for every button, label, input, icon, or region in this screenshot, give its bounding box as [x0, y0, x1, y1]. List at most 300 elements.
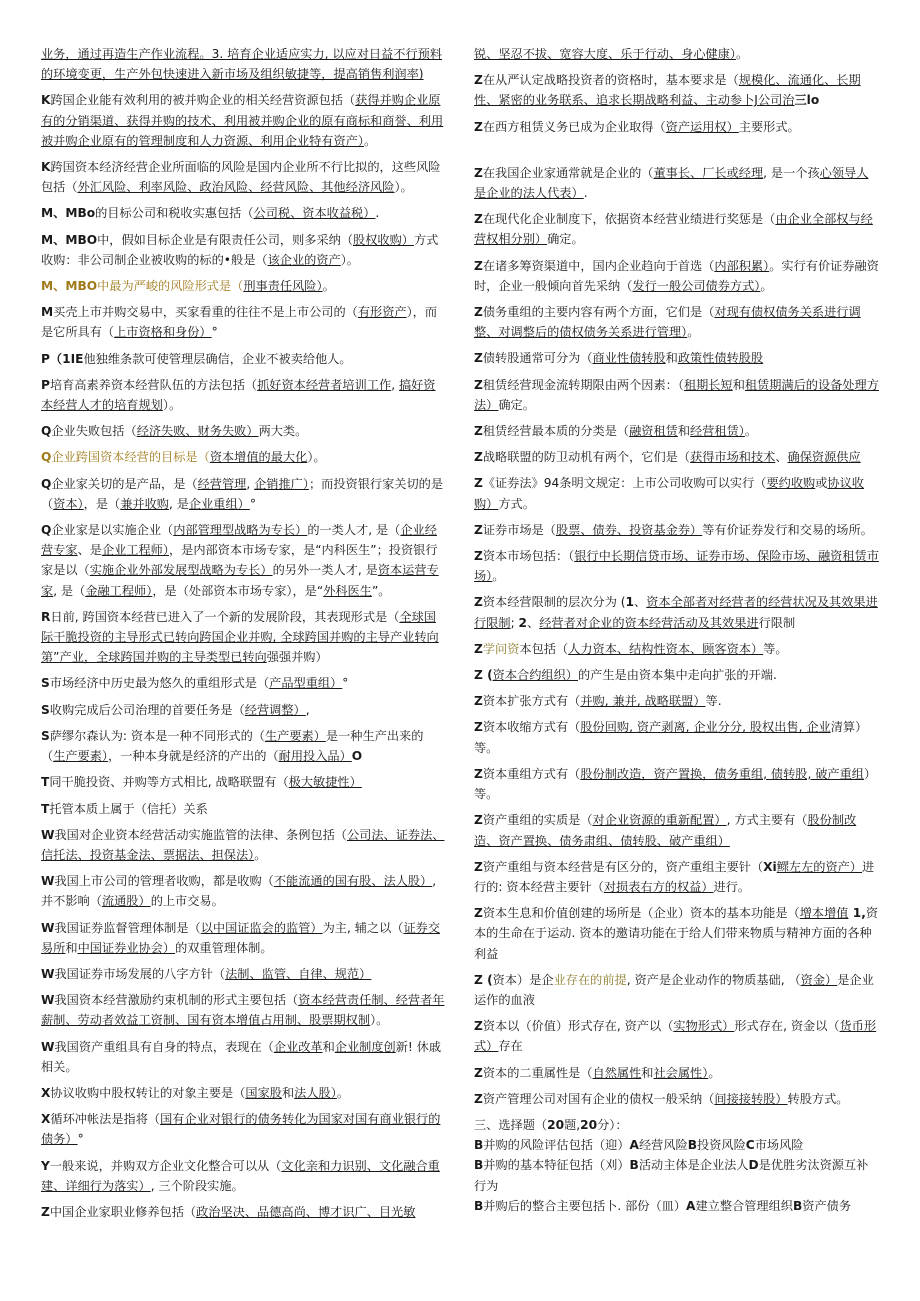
study-entry [474, 302, 879, 342]
entry-text: 培育高素养资本经营队伍的方法包括（ [49, 377, 258, 392]
entry-text: 萨缪尔森认为: 资本是一种不同形式的（ [49, 728, 265, 743]
answer-text: 实施企业外部发展型战略为专长） [89, 563, 273, 578]
entry-text: , 并不影响（ [41, 874, 437, 909]
answer-text: 国家股 [245, 1085, 282, 1100]
entry-key: Z [474, 549, 483, 564]
study-entry [474, 520, 879, 540]
answer-text: 社会属性） [653, 1065, 709, 1080]
entry-key: Z [474, 73, 483, 88]
entry-text: 资本的二重属性是（ [482, 1065, 593, 1080]
entry-text: 我国资本经营激励约束机制的形式主要包括（ [54, 993, 299, 1008]
answer-text: 经营者对企业的资本经营活动及其效果进 [539, 615, 759, 630]
answer-text: 业务，通过再造生产作业流程。3. 培育企业适应实力, 以应对日益不行预料的环境变更，生产外包快速进入新市场及组织敏捷等，提高销售利润率) [41, 47, 443, 82]
entry-key: Z [474, 119, 483, 134]
entry-key: P [41, 377, 50, 392]
entry-text: 和 [322, 1039, 335, 1054]
answer-text: 货币形式） [474, 1019, 877, 1054]
entry-key: Z [474, 1091, 483, 1106]
answer-text: 间接接转股） [714, 1091, 788, 1106]
entry-text: 《证券法》94条明文规定：上市公司收购可以实行（ [482, 476, 767, 491]
entry-text: 资本重组方式有（ [482, 766, 581, 781]
entry-text: 的上市交易。 [150, 894, 224, 909]
entry-text: 的一类人才, 是（ [307, 523, 401, 538]
entry-key: B [792, 1198, 803, 1213]
entry-key: Z [474, 212, 483, 227]
answer-text: 政治坚决、品德高尚、博才识广、目光敏 [196, 1204, 416, 1219]
answer-text: 资产运用权） [665, 119, 739, 134]
entry-key: B [687, 1138, 698, 1153]
study-entry [41, 447, 446, 467]
entry-text: 债转股通常可分为（ [482, 351, 593, 366]
entry-text: 确定。 [547, 232, 584, 247]
entry-text: 等有价证券发行和交易的场所。 [702, 522, 873, 537]
entry-key: T [41, 775, 50, 790]
entry-text: 债务重组的主要内容有两个方面，它们是（ [482, 305, 715, 320]
entry-text: 循环冲帐法是指将（ [50, 1112, 161, 1127]
study-entry [41, 726, 446, 766]
study-entry [41, 302, 446, 342]
entry-text: 在现代化企业制度下，依据资本经营业绩进行奖惩是（ [482, 212, 776, 227]
entry-text: ）等。 [474, 766, 877, 802]
answer-text: 资本增值的最大化 [209, 450, 308, 465]
entry-text: 资本收缩方式有（ [482, 720, 581, 735]
entry-text: 在诸多筹资渠道中，国内企业趋向于首选（ [482, 258, 715, 273]
entry-key: Xi [763, 859, 777, 874]
entry-text: 和 [281, 1085, 295, 1100]
entry-key: O [351, 749, 363, 764]
entry-text: 市场经济中历史最为悠久的重组形式是（ [49, 676, 270, 691]
answer-text: 要约收购 [766, 476, 816, 491]
entry-text: 收购完成后公司治理的首要任务是（ [49, 702, 245, 717]
entry-text: 资产管理公司对国有企业的债权一般采纳（ [482, 1091, 715, 1106]
study-entry [41, 375, 446, 415]
entry-key: M、MBo [41, 206, 96, 221]
study-entry [41, 1156, 446, 1196]
study-entry [474, 70, 879, 110]
entry-text: 一般来说，并购双方企业文化整合可以从（ [49, 1158, 282, 1173]
study-entry [41, 799, 446, 819]
entry-key: Z [474, 165, 483, 180]
study-entry [41, 474, 446, 514]
entry-text: 和 [677, 424, 691, 439]
answer-text: 极大敏捷性） [288, 775, 362, 790]
answer-text: 鳏左左的资产） [776, 859, 863, 874]
answer-text: 上市资格和身份） [114, 325, 212, 340]
entry-key: A [686, 1198, 696, 1213]
entry-key: B [474, 1138, 484, 1153]
entry-text: 日前, 跨国资本经营已进入了一个新的发展阶段，其表现形式是（ [50, 609, 400, 624]
answer-text: 文化亲和力识别、文化融合重建、详细行为落实） [41, 1158, 440, 1193]
answer-text: 企业工程师） [101, 543, 169, 558]
study-entry [41, 825, 446, 865]
entry-text: 资本市场包括：（ [482, 549, 575, 564]
study-entry [41, 1083, 446, 1103]
answer-text: 法人股） [294, 1085, 337, 1100]
entry-text: 资本）是企 [492, 972, 554, 987]
answer-text: 锐、坚忍不拔、宽容大度、乐于行动、身心健康） [474, 47, 737, 61]
entry-text: 方式收购：非公司制企业被收购的标的•般是（ [41, 232, 439, 267]
entry-text: . [583, 186, 588, 201]
answer-text: 经济失败、财务失败） [136, 424, 259, 439]
answer-text: 法制、监管、自律、规范） [225, 966, 372, 981]
entry-text: 的另外一类人才, 是 [272, 563, 378, 578]
entry-text: 中最为严峻的风险形式是（ [97, 279, 244, 294]
entry-text: 中国企业家职业修养包括（ [49, 1204, 197, 1219]
answer-text: 抓好资本经营者培训工作 [257, 377, 392, 392]
entry-text: 资产重组的实质是（ [482, 813, 593, 828]
entry-text: , [305, 702, 310, 717]
answer-text: 搞好资本经营人才的培育规划 [41, 377, 436, 413]
entry-text: 买壳上市并购交易中，买家看重的往往不是上市公司的（ [53, 305, 358, 320]
answer-text: 股份制改造，资产置换，债务重组, 债转股, 破产重组 [580, 766, 864, 781]
study-entry [41, 1037, 446, 1077]
study-entry [41, 1202, 446, 1222]
entry-text: 、是 [77, 543, 102, 558]
entry-text: ）。 [340, 252, 359, 267]
entry-text: 的目标公司和税收实惠包括（ [95, 206, 254, 221]
answer-text: 实物形式） [673, 1019, 735, 1034]
answer-text: 资金） [800, 972, 838, 987]
entry-key: 1 [625, 595, 635, 610]
entry-key: W [41, 1039, 55, 1054]
entry-key: 2 [518, 615, 528, 630]
right-column [474, 44, 879, 1216]
study-entry [474, 717, 879, 757]
answer-text: 全球国际干脆投资的主导形式已转向跨国企业并购, 全球跨国并购的主导产业转向第”产业，全球跨国并购的主导类型已转向 [41, 609, 439, 665]
entry-text: 。 [736, 47, 749, 61]
answer-text: 获得并购企业原有的分销渠道、获得并购的技术、利用被并购企业的原有商标和商誉、利用被并购企业原有的管理制度和人力资源、利用企业特有资产） [41, 93, 444, 148]
answer-text: 人力资本、结构性资本、顾客资本） [568, 641, 764, 656]
entry-text: 。 [708, 1065, 721, 1080]
entry-key: Z ( [474, 972, 493, 987]
entry-text: 形式存在, 资金以（ [734, 1019, 840, 1034]
entry-text: 新! 休戚相关。 [41, 1039, 442, 1074]
entry-text: 企业失败包括（ [51, 424, 137, 439]
entry-key: Y [41, 1158, 50, 1173]
entry-text: 我国对企业资本经营活动实施监管的法律、条例包括（ [54, 827, 347, 842]
entry-key: Z ( [474, 668, 493, 683]
study-entry [474, 546, 879, 586]
entry-text: 是一种生产出来的（ [41, 728, 424, 764]
entry-key: W [41, 966, 55, 981]
study-entry [41, 772, 446, 792]
study-entry [474, 1089, 879, 1109]
study-entry [41, 607, 446, 668]
entry-text: 。实行有价证券融资时，企业一般倾向首先采纳（ [474, 258, 879, 293]
study-entry [474, 691, 879, 711]
entry-key: Z [474, 424, 483, 439]
entry-key: S [41, 676, 50, 691]
entry-text: ° [342, 676, 349, 691]
entry-text: 为主, 辅之以（ [322, 920, 404, 935]
answer-text: 国有企业对银行的债务转化为国家对国有商业银行的债务） [41, 1112, 441, 1147]
entry-text: 本包括（ [519, 641, 569, 656]
entry-text: 资本经营限制的层次分为 ( [482, 595, 626, 610]
answer-text: 以中国证监会的监管） [200, 920, 323, 935]
answer-text: 企业经营专家 [41, 523, 437, 558]
entry-text: 他独维条款可使管理层确信，企业不被卖给他人。 [83, 351, 352, 366]
answer-text: 股份回购, 资产剥离, 企业分分, 股权出售, 企业 [580, 720, 831, 735]
entry-text: 和 [641, 1065, 654, 1080]
answer-text: 资本全部者对经营者的经营状况及其效果进行限制 [474, 595, 878, 630]
entry-text: 协议收购中股权转让的对象主要是（ [50, 1085, 246, 1100]
answer-text: 对损表右方的权益） [603, 879, 714, 894]
study-entry [474, 348, 879, 368]
entry-text: 经营风险 [638, 1138, 688, 1153]
entry-key: X [41, 1112, 51, 1127]
entry-key: Z [474, 476, 483, 491]
answer-text: 兼并收购 [120, 496, 169, 511]
study-entry [474, 1155, 879, 1195]
entry-text: ° [211, 325, 218, 340]
entry-text: 并购后的整合主要包括卜. 部份（皿） [483, 1198, 687, 1213]
entry-text: 的产生是由资本集中走向扩张的开端. [577, 668, 777, 683]
answer-text: 融资租赁 [629, 424, 678, 439]
entry-text: ）。 [162, 398, 182, 413]
entry-key: W [41, 920, 55, 935]
study-entry [474, 256, 879, 296]
entry-text: 。 [760, 278, 773, 293]
study-entry [474, 1196, 879, 1216]
entry-key: 1, [848, 906, 866, 921]
entry-key: Z [474, 258, 483, 273]
entry-key: Z [474, 720, 483, 735]
answer-text: 租赁期满后的设备处理方法） [474, 377, 879, 412]
entry-text: ; [510, 615, 519, 630]
study-entry [41, 421, 446, 441]
study-entry [41, 990, 446, 1030]
entry-key: Z [474, 694, 483, 709]
answer-text: 政策性债转股股 [677, 351, 764, 366]
study-entry [474, 592, 879, 632]
study-entry [474, 209, 879, 249]
entry-text: , [246, 476, 255, 491]
entry-text: ）。 [307, 450, 326, 465]
entry-text: 战略联盟的防卫动机有两个，它们是（ [482, 450, 691, 465]
answer-text: 对现有债权债务关系进行调整、对调整后的债权债务关系进行管理） [474, 305, 861, 340]
entry-text: 投资风险 [697, 1138, 746, 1153]
study-entry [41, 230, 446, 270]
entry-text: 资本生息和价值创建的场所是（企业）资本的基本功能是（ [482, 906, 800, 921]
entry-text: 中，假如目标企业是有限责任公司，则多采纳（ [97, 232, 354, 247]
answer-text: 企业改革 [273, 1039, 323, 1054]
entry-key: W [41, 993, 55, 1008]
entry-text: ；而投资银行家关切的是（ [41, 476, 444, 511]
entry-text: 主要形式。 [738, 119, 800, 134]
entry-key: M [41, 305, 54, 320]
answer-text: 外汇风险、利率风险、政治风险、经营风险、其他经济风险 [77, 180, 395, 195]
entry-key: Z [474, 377, 483, 392]
answer-text: 协议收购） [474, 476, 864, 511]
study-entry [474, 44, 879, 64]
study-entry [41, 1109, 446, 1149]
entry-key: Z [474, 595, 483, 610]
study-entry [41, 520, 446, 601]
answer-text: 外科医生 [323, 583, 372, 598]
entry-text: , 是（ [53, 583, 86, 598]
entry-text: 。 [687, 325, 700, 340]
entry-text: 。 [336, 1085, 349, 1100]
answer-text: 刑事责任风险） [243, 279, 323, 294]
study-entry [474, 857, 879, 897]
study-entry [474, 375, 879, 415]
study-entry [41, 276, 446, 296]
entry-key: K [41, 160, 51, 175]
entry-key: S [41, 702, 50, 717]
answer-text: 资本运营专家 [41, 563, 439, 598]
entry-text: 进行的: 资本经营主要针（ [474, 859, 875, 894]
study-entry [474, 970, 879, 1010]
answer-text: 增本增值 [799, 906, 849, 921]
entry-key: Z [474, 1019, 483, 1034]
entry-key: Z [474, 1065, 483, 1080]
answer-text: 股票、债券、投资基金券） [555, 522, 703, 537]
study-entry [41, 203, 446, 223]
entry-text: 强强并购） [266, 650, 328, 665]
entry-key: Z [474, 351, 483, 366]
entry-text: 业存在的前提 [553, 972, 627, 987]
entry-text: 资产债务 [802, 1198, 852, 1213]
entry-text: 和 [65, 940, 78, 955]
answer-text: 产品型重组） [269, 676, 343, 691]
study-entry [474, 1063, 879, 1083]
answer-text: 资本） [53, 496, 84, 511]
left-column [41, 44, 446, 1228]
entry-key: Z [474, 450, 483, 465]
entry-key: Q [41, 523, 52, 538]
answer-text: 心领导人是企业的法人代表） [474, 165, 869, 201]
answer-text: 内部管理型战略为专长） [173, 523, 308, 538]
study-entry [474, 163, 879, 203]
answer-text: 证券交易所 [41, 920, 441, 955]
entry-text: ）。 [370, 1013, 389, 1028]
entry-text: 学问资 [482, 641, 520, 656]
entry-text: 企业家是以实施企业（ [51, 523, 174, 538]
entry-key: A [629, 1138, 639, 1153]
study-entry [474, 810, 879, 850]
entry-key: Z [474, 906, 483, 921]
entry-text: 两大类。 [258, 424, 308, 439]
entry-text: ，是（ [83, 496, 121, 511]
entry-text: 活动主体是企业法人 [638, 1158, 749, 1173]
study-entry [474, 421, 879, 441]
study-entry [41, 90, 446, 151]
answer-text: 公司法、证券法、信托法、投资基金法、票据法、担保法） [41, 827, 445, 862]
answer-text: 生产要素） [53, 749, 109, 764]
entry-text: ° [249, 496, 256, 511]
answer-text: 获得市场和技术 [690, 450, 776, 465]
entry-key: D [748, 1158, 759, 1173]
answer-text: 确保资源供应 [787, 450, 861, 465]
entry-text: ），而是它所具有（ [41, 305, 438, 340]
entry-text: 在我国企业家通常就是企业的（ [482, 165, 654, 180]
entry-key: 20 [580, 1117, 598, 1132]
study-entry [474, 665, 879, 685]
entry-text: 资本的生命在于运动. 资本的邀请功能在于给人们带来物质与精神方面的各种利益 [474, 906, 879, 961]
entry-key: Z [41, 1204, 50, 1219]
entry-text: 我国证券市场发展的八字方针（ [54, 966, 226, 981]
answer-text: 公司税、资本收益税） [253, 206, 376, 221]
entry-key: 三lo [794, 93, 820, 108]
answer-text: 不能流通的国有股、法人股） [273, 874, 433, 889]
entry-key: Z [474, 305, 483, 320]
answer-text: 银行中长期信贷市场、证券市场、保险市场、融资租赁市场） [474, 549, 879, 584]
entry-text: 三、选择题（ [474, 1117, 548, 1132]
entry-text: 存在 [498, 1039, 523, 1054]
study-entry [41, 700, 446, 720]
entry-text: , 方式主要有（ [726, 813, 808, 828]
entry-text: 。 [363, 133, 377, 148]
study-entry [474, 473, 879, 513]
entry-key: T [41, 801, 50, 816]
entry-key: K [41, 93, 51, 108]
entry-text: 我国资产重组具有自身的特点，表现在（ [54, 1039, 274, 1054]
entry-text: , [391, 377, 399, 392]
entry-text: 企业家关切的是产品，是（ [51, 476, 198, 491]
entry-text: 的双重管理体制。 [175, 940, 273, 955]
entry-text: 转股方式。 [787, 1091, 849, 1106]
answer-text: 经营调整） [244, 702, 306, 717]
study-entry [474, 1135, 879, 1155]
study-entry [474, 903, 879, 964]
entry-text: 租赁经营最本质的分类是（ [482, 424, 630, 439]
entry-text: 、 [775, 450, 788, 465]
answer-text: 经营租赁） [690, 424, 745, 439]
entry-key: W [41, 874, 55, 889]
entry-text: 在从严认定战略投资者的资格时，基本要求是（ [482, 73, 739, 88]
entry-text: 同干脆投资、并购等方式相比, 战略联盟有（ [49, 775, 289, 790]
answer-text: 金融工程师） [85, 583, 153, 598]
entry-text: , 资产是企业动作的物质基础, （ [626, 972, 801, 987]
answer-text: 董事长、厂长或经理 [653, 165, 764, 180]
study-entry [41, 673, 446, 693]
entry-key: Z [474, 859, 483, 874]
answer-text: 由企业全部权与经营权相分别） [474, 212, 873, 247]
entry-text: 我国证券监督管理体制是（ [54, 920, 201, 935]
entry-text: 租赁经营现金流转期限由两个因素：（ [482, 377, 684, 392]
answer-text: 耐用投入品） [278, 749, 352, 764]
entry-key: C [745, 1138, 755, 1153]
study-entry [474, 1115, 879, 1135]
answer-text: 中国证券业协会） [77, 940, 176, 955]
study-entry [41, 918, 446, 958]
entry-key: W [41, 827, 55, 842]
entry-text: ，是内部资本市场专家，是“内科医生”；投资银行家是以（ [41, 543, 438, 578]
entry-key: M、MBO [41, 279, 98, 294]
entry-text: , 是一个孩 [763, 165, 820, 180]
entry-text: 证券市场是（ [482, 522, 556, 537]
answer-text: 资本经营责任制、经营者年薪制、劳动者效益工资制、国有资本增值占用制、股票期权制 [41, 993, 445, 1028]
entry-text: 、 [527, 615, 540, 630]
answer-text: 股权收购） [353, 232, 414, 247]
answer-text: 租期长短 [683, 377, 733, 392]
entry-text: 并购的基本特征包括（刈） [483, 1158, 630, 1173]
entry-text: ° [77, 1132, 84, 1147]
entry-key: Z [474, 641, 483, 656]
entry-text: 资产重组与资本经营是有区分的，资产重组主要针（ [482, 859, 764, 874]
study-entry [41, 871, 446, 911]
entry-key: X [41, 1085, 51, 1100]
entry-key: Q [41, 450, 52, 465]
answer-text: 该企业的资产 [267, 252, 341, 267]
answer-text: 对企业资源的重新配置） [592, 813, 727, 828]
entry-text: 等。 [763, 641, 788, 656]
study-entry [474, 639, 879, 659]
entry-key: Z [474, 813, 483, 828]
answer-text: 企业制度创 [334, 1039, 396, 1054]
entry-key: Q [41, 424, 52, 439]
entry-text: ，一种本身就是经济的产出的（ [108, 749, 279, 764]
